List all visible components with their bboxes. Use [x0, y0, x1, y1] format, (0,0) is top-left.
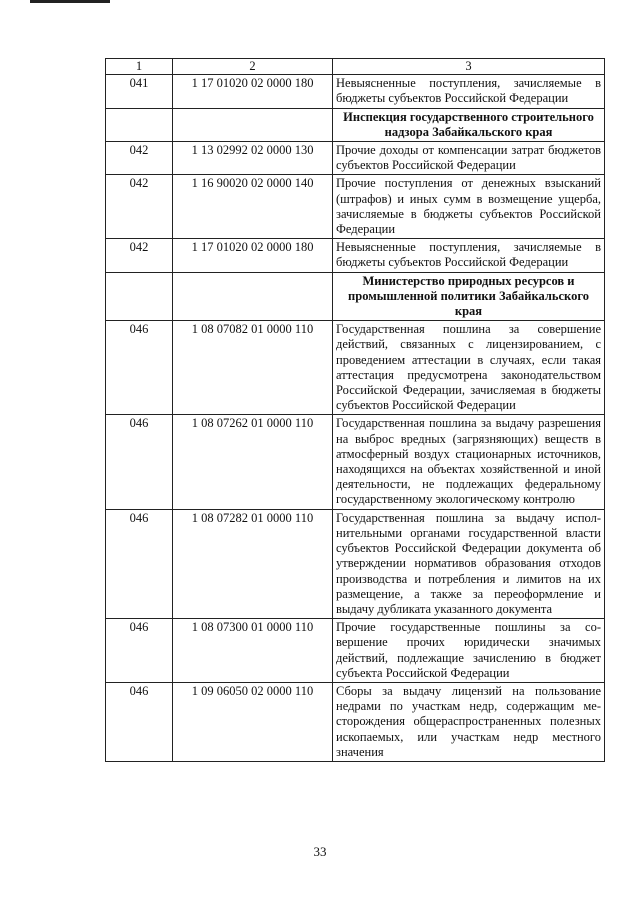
description-cell: Государственная пошлина за выдачу исполнительными органами государственной власти субъектов Российской Федерации документа об утверждении нормативов образования отходов производства и потребления и лимитов на их размещение, а также за переоформление и выдачу дубликата указанного документа	[333, 509, 605, 618]
description-cell: Сборы за выдачу лицензий на пользование недрами по участкам недр, содержащим месторождения общераспространенных полезных ископаемых, или участкам недр местного значения	[333, 682, 605, 761]
page-number: 33	[313, 844, 327, 859]
empty-cell	[106, 272, 173, 321]
kbk-code-cell: 1 13 02992 02 0000 130	[173, 142, 333, 175]
admin-code-cell: 042	[106, 175, 173, 239]
table-row	[106, 509, 605, 618]
kbk-code-cell: 1 17 01020 02 0000 180	[173, 239, 333, 272]
admin-code-cell: 046	[106, 415, 173, 509]
empty-cell	[106, 108, 173, 141]
description-cell: Государственная пошлина за совершение действий, связанных с лицензированием, с проведением аттестации в случаях, если такая аттестация предусмотрена законодательством Российской Федерации, зачисляемая в бюджеты субъектов Российской Федерации	[333, 321, 605, 415]
table-row	[106, 682, 605, 761]
kbk-code-cell: 1 17 01020 02 0000 180	[173, 75, 333, 108]
table-row	[106, 415, 605, 509]
admin-code-cell: 042	[106, 142, 173, 175]
header-col-3: 3	[333, 59, 605, 75]
kbk-code-cell: 1 08 07262 01 0000 110	[173, 415, 333, 509]
table-row	[106, 619, 605, 683]
top-rule	[30, 0, 110, 3]
table-row	[106, 239, 605, 272]
description-cell: Невыясненные поступления, зачисляемые в бюджеты субъектов Российской Федерации	[333, 75, 605, 108]
section-heading-row	[106, 108, 605, 141]
table-header-row	[106, 59, 605, 75]
table-row	[106, 75, 605, 108]
section-heading: Министерство природных ресурсов и промышленной политики Забайкальского края	[333, 272, 605, 321]
description-cell: Прочие государственные пошлины за совершение прочих юридически значимых действий, подлежащие зачислению в бюджет субъекта Российской Федерации	[333, 619, 605, 683]
description-cell: Прочие поступления от денежных взысканий (штрафов) и иных сумм в возмещение ущерба, зачисляемые в бюджеты субъектов Российской Федерации	[333, 175, 605, 239]
header-col-2: 2	[173, 59, 333, 75]
empty-cell	[173, 108, 333, 141]
kbk-code-cell: 1 08 07282 01 0000 110	[173, 509, 333, 618]
admin-code-cell: 046	[106, 682, 173, 761]
header-col-1: 1	[106, 59, 173, 75]
table-row	[106, 321, 605, 415]
admin-code-cell: 041	[106, 75, 173, 108]
description-cell: Прочие доходы от компенсации затрат бюджетов субъектов Российской Федерации	[333, 142, 605, 175]
admin-code-cell: 046	[106, 509, 173, 618]
section-heading-row	[106, 272, 605, 321]
description-cell: Государственная пошлина за выдачу разрешения на выброс вредных (загрязняющих) веществ в атмосферный воздух стационарных источников, находящихся на объектах хозяйственной и иной деятельности, не подлежащих федеральному государственному экологическому контролю	[333, 415, 605, 509]
kbk-code-cell: 1 09 06050 02 0000 110	[173, 682, 333, 761]
section-heading: Инспекция государственного строительного надзора Забайкальского края	[333, 108, 605, 141]
admin-code-cell: 046	[106, 321, 173, 415]
table-row	[106, 142, 605, 175]
admin-code-cell: 046	[106, 619, 173, 683]
kbk-code-cell: 1 08 07300 01 0000 110	[173, 619, 333, 683]
description-cell: Невыясненные поступления, зачисляемые в бюджеты субъектов Российской Федерации	[333, 239, 605, 272]
revenue-codes-table	[105, 58, 605, 762]
table-row	[106, 175, 605, 239]
kbk-code-cell: 1 16 90020 02 0000 140	[173, 175, 333, 239]
empty-cell	[173, 272, 333, 321]
admin-code-cell: 042	[106, 239, 173, 272]
kbk-code-cell: 1 08 07082 01 0000 110	[173, 321, 333, 415]
